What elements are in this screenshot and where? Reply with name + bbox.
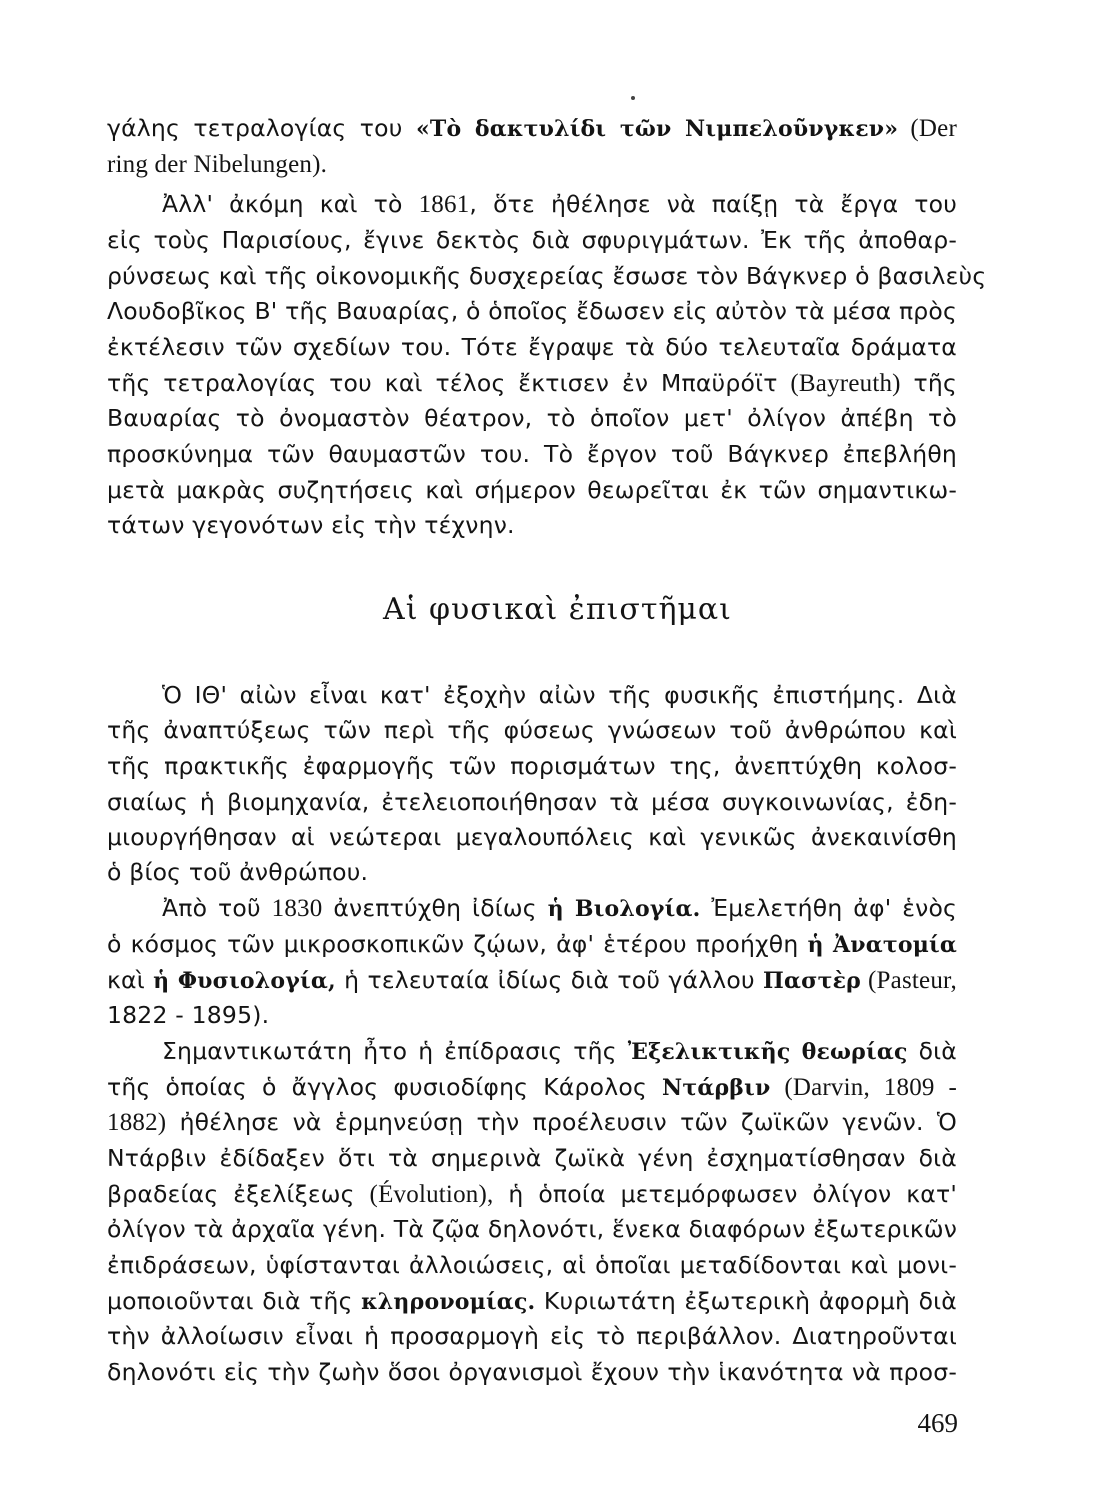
bold-term: ἡ Βιολογία. (547, 896, 701, 922)
latin-text: (Bayreuth) (790, 370, 901, 397)
text-run: μοποιοῦνται διὰ τῆς (107, 1287, 362, 1315)
text-run: βραδείας ἐξελίξεως (107, 1180, 370, 1208)
latin-text: ring der Nibelungen). (107, 151, 328, 178)
text-line: τῆς πρακτικῆς ἐφαρμογῆς τῶν πορισμάτων της, ἀνεπτύχθη κολοσ- (107, 752, 957, 780)
latin-text: (Évolution), (369, 1181, 494, 1208)
bold-term: κληρονομίας. (361, 1289, 536, 1315)
text-line (107, 1281, 957, 1321)
text-line (107, 888, 957, 928)
text-run: τῆς τετραλογίας του καὶ τέλος ἔκτισεν ἐν Μπαϋρόϊτ (107, 369, 791, 397)
text-run: ὁ κόσμος τῶν μικροσκοπικῶν ζῴων, ἀφ' ἑτέρου προήχθη (107, 930, 808, 958)
text-run: Σημαντικωτάτη ἦτο ἡ ἐπίδρασις τῆς (162, 1037, 628, 1065)
text-run: ἡ τελευταία ἰδίως διὰ τοῦ γάλλου (335, 966, 764, 994)
text-run: ἀνεπτύχθη ἰδίως (322, 894, 548, 922)
text-run: διὰ (907, 1037, 957, 1065)
bold-name: Παστὲρ (763, 968, 861, 994)
text-line: ὀλίγον τὰ ἀρχαῖα γένη. Τὰ ζῷα δηλονότι, ἕνεκα διαφόρων ἐξωτερικῶν (107, 1215, 958, 1243)
text-line: προσκύνημα τῶν θαυμαστῶν του. Τὸ ἔργον τοῦ Βάγκνερ ἐπεβλήθη (107, 440, 957, 468)
text-run: τῆς (900, 369, 957, 397)
text-line: Ὁ ΙΘ' αἰὼν εἶναι κατ' ἐξοχὴν αἰὼν τῆς φυσικῆς ἐπιστήμης. Διὰ (162, 681, 957, 709)
text-run: τῆς ὁποίας ὁ ἄγγλος φυσιοδίφης Κάρολος (107, 1073, 663, 1101)
text-run: ἠθέλησε νὰ ἑρμηνεύσῃ τὴν προέλευσιν τῶν ζωϊκῶν γενῶν. Ὁ (166, 1108, 957, 1136)
text-line: τὴν ἀλλοίωσιν εἶναι ἡ προσαρμογὴ εἰς τὸ περιβάλλον. Διατηροῦνται (107, 1322, 957, 1350)
text-run: , ὅτε ἠθέλησε νὰ παίξῃ τὰ ἔργα του (469, 190, 957, 218)
year-text: 1861 (418, 191, 470, 218)
text-line (107, 960, 957, 1000)
bold-term: Ἐξελικτικῆς θεωρίας (627, 1039, 908, 1065)
bold-term: ἡ Φυσιολογία, (153, 968, 336, 994)
text-line: ὁ βίος τοῦ ἀνθρώπου. (107, 858, 369, 886)
section-heading: Αἱ φυσικαὶ ἐπιστῆμαι (383, 592, 732, 627)
text-line (107, 924, 957, 964)
latin-text: (Darvin, 1809 - (770, 1074, 957, 1101)
text-line: τῆς ἀναπτύξεως τῶν περὶ τῆς φύσεως γνώσεων τοῦ ἀνθρώπου καὶ (107, 716, 957, 744)
page-number: 469 (917, 1408, 958, 1438)
text-line (107, 1102, 957, 1142)
text-run: Κυριωτάτη ἐξωτερικὴ ἀφορμὴ διὰ (535, 1287, 957, 1315)
text-line (107, 1031, 957, 1071)
text-line (107, 1067, 957, 1107)
text-line: Βαυαρίας τὸ ὀνομαστὸν θέατρον, τὸ ὁποῖον μετ' ὀλίγον ἀπέβη τὸ (107, 404, 957, 432)
bold-term: ἡ Ἀνατομία (807, 932, 958, 958)
bold-name: Ντάρβιν (662, 1075, 771, 1101)
text-line: σιαίως ἡ βιομηχανία, ἐτελειοποιήθησαν τὰ μέσα συγκοινωνίας, ἐδη- (107, 788, 957, 816)
text-line: Ντάρβιν ἐδίδαξεν ὅτι τὰ σημερινὰ ζωϊκὰ γένη ἐσχηματίσθησαν διὰ (107, 1144, 957, 1172)
ink-speck (631, 96, 635, 100)
text-run: καὶ (107, 966, 154, 994)
year-text: 1830 (271, 895, 323, 922)
text-line: ἐπιδράσεων, ὑφίστανται ἀλλοιώσεις, αἱ ὁποῖαι μεταδίδονται καὶ μονι- (107, 1251, 957, 1279)
latin-text: (Pasteur, (860, 967, 958, 994)
text-line: μετὰ μακρὰς συζητήσεις καὶ σήμερον θεωρεῖται ἐκ τῶν σημαντικω- (107, 476, 957, 504)
text-run: ἡ ὁποία μετεμόρφωσεν ὀλίγον κατ' (493, 1180, 957, 1208)
latin-text: (Der (898, 115, 957, 142)
text-line (107, 363, 957, 403)
text-run: Ἐμελετήθη ἀφ' ἑνὸς (700, 894, 958, 922)
text-line (107, 1174, 957, 1214)
year-text: 1882) (107, 1109, 167, 1136)
text-line (107, 144, 957, 184)
text-line: μιουργήθησαν αἱ νεώτεραι μεγαλουπόλεις καὶ γενικῶς ἀνεκαινίσθη (107, 823, 957, 851)
text-run: γάλης τετραλογίας του (107, 114, 416, 142)
text-run: Ἀλλ' ἀκόμη καὶ τὸ (162, 190, 419, 218)
text-line: δηλονότι εἰς τὴν ζωὴν ὅσοι ὀργανισμοὶ ἔχουν τὴν ἱκανότητα νὰ προσ- (107, 1358, 957, 1386)
text-line: ρύνσεως καὶ τῆς οἰκονομικῆς δυσχερείας ἔσωσε τὸν Βάγκνερ ὁ βασιλεὺς (107, 262, 987, 290)
text-line: ἐκτέλεσιν τῶν σχεδίων του. Τότε ἔγραψε τὰ δύο τελευταῖα δράματα (107, 333, 957, 361)
text-line (107, 108, 957, 148)
text-line: Λουδοβῖκος Β' τῆς Βαυαρίας, ὁ ὁποῖος ἔδωσεν εἰς αὐτὸν τὰ μέσα πρὸς (107, 297, 957, 325)
text-line: τάτων γεγονότων εἰς τὴν τέχνην. (107, 511, 515, 539)
text-run: Ἀπὸ τοῦ (162, 894, 272, 922)
text-line: εἰς τοὺς Παρισίους, ἔγινε δεκτὸς διὰ σφυριγμάτων. Ἐκ τῆς ἀποθαρ- (107, 226, 957, 254)
text-line: 1822 - 1895). (107, 1001, 270, 1029)
bold-title: «Τὸ δακτυλίδι τῶν Νιμπελοῦνγκεν» (415, 116, 899, 142)
text-line (107, 184, 957, 224)
